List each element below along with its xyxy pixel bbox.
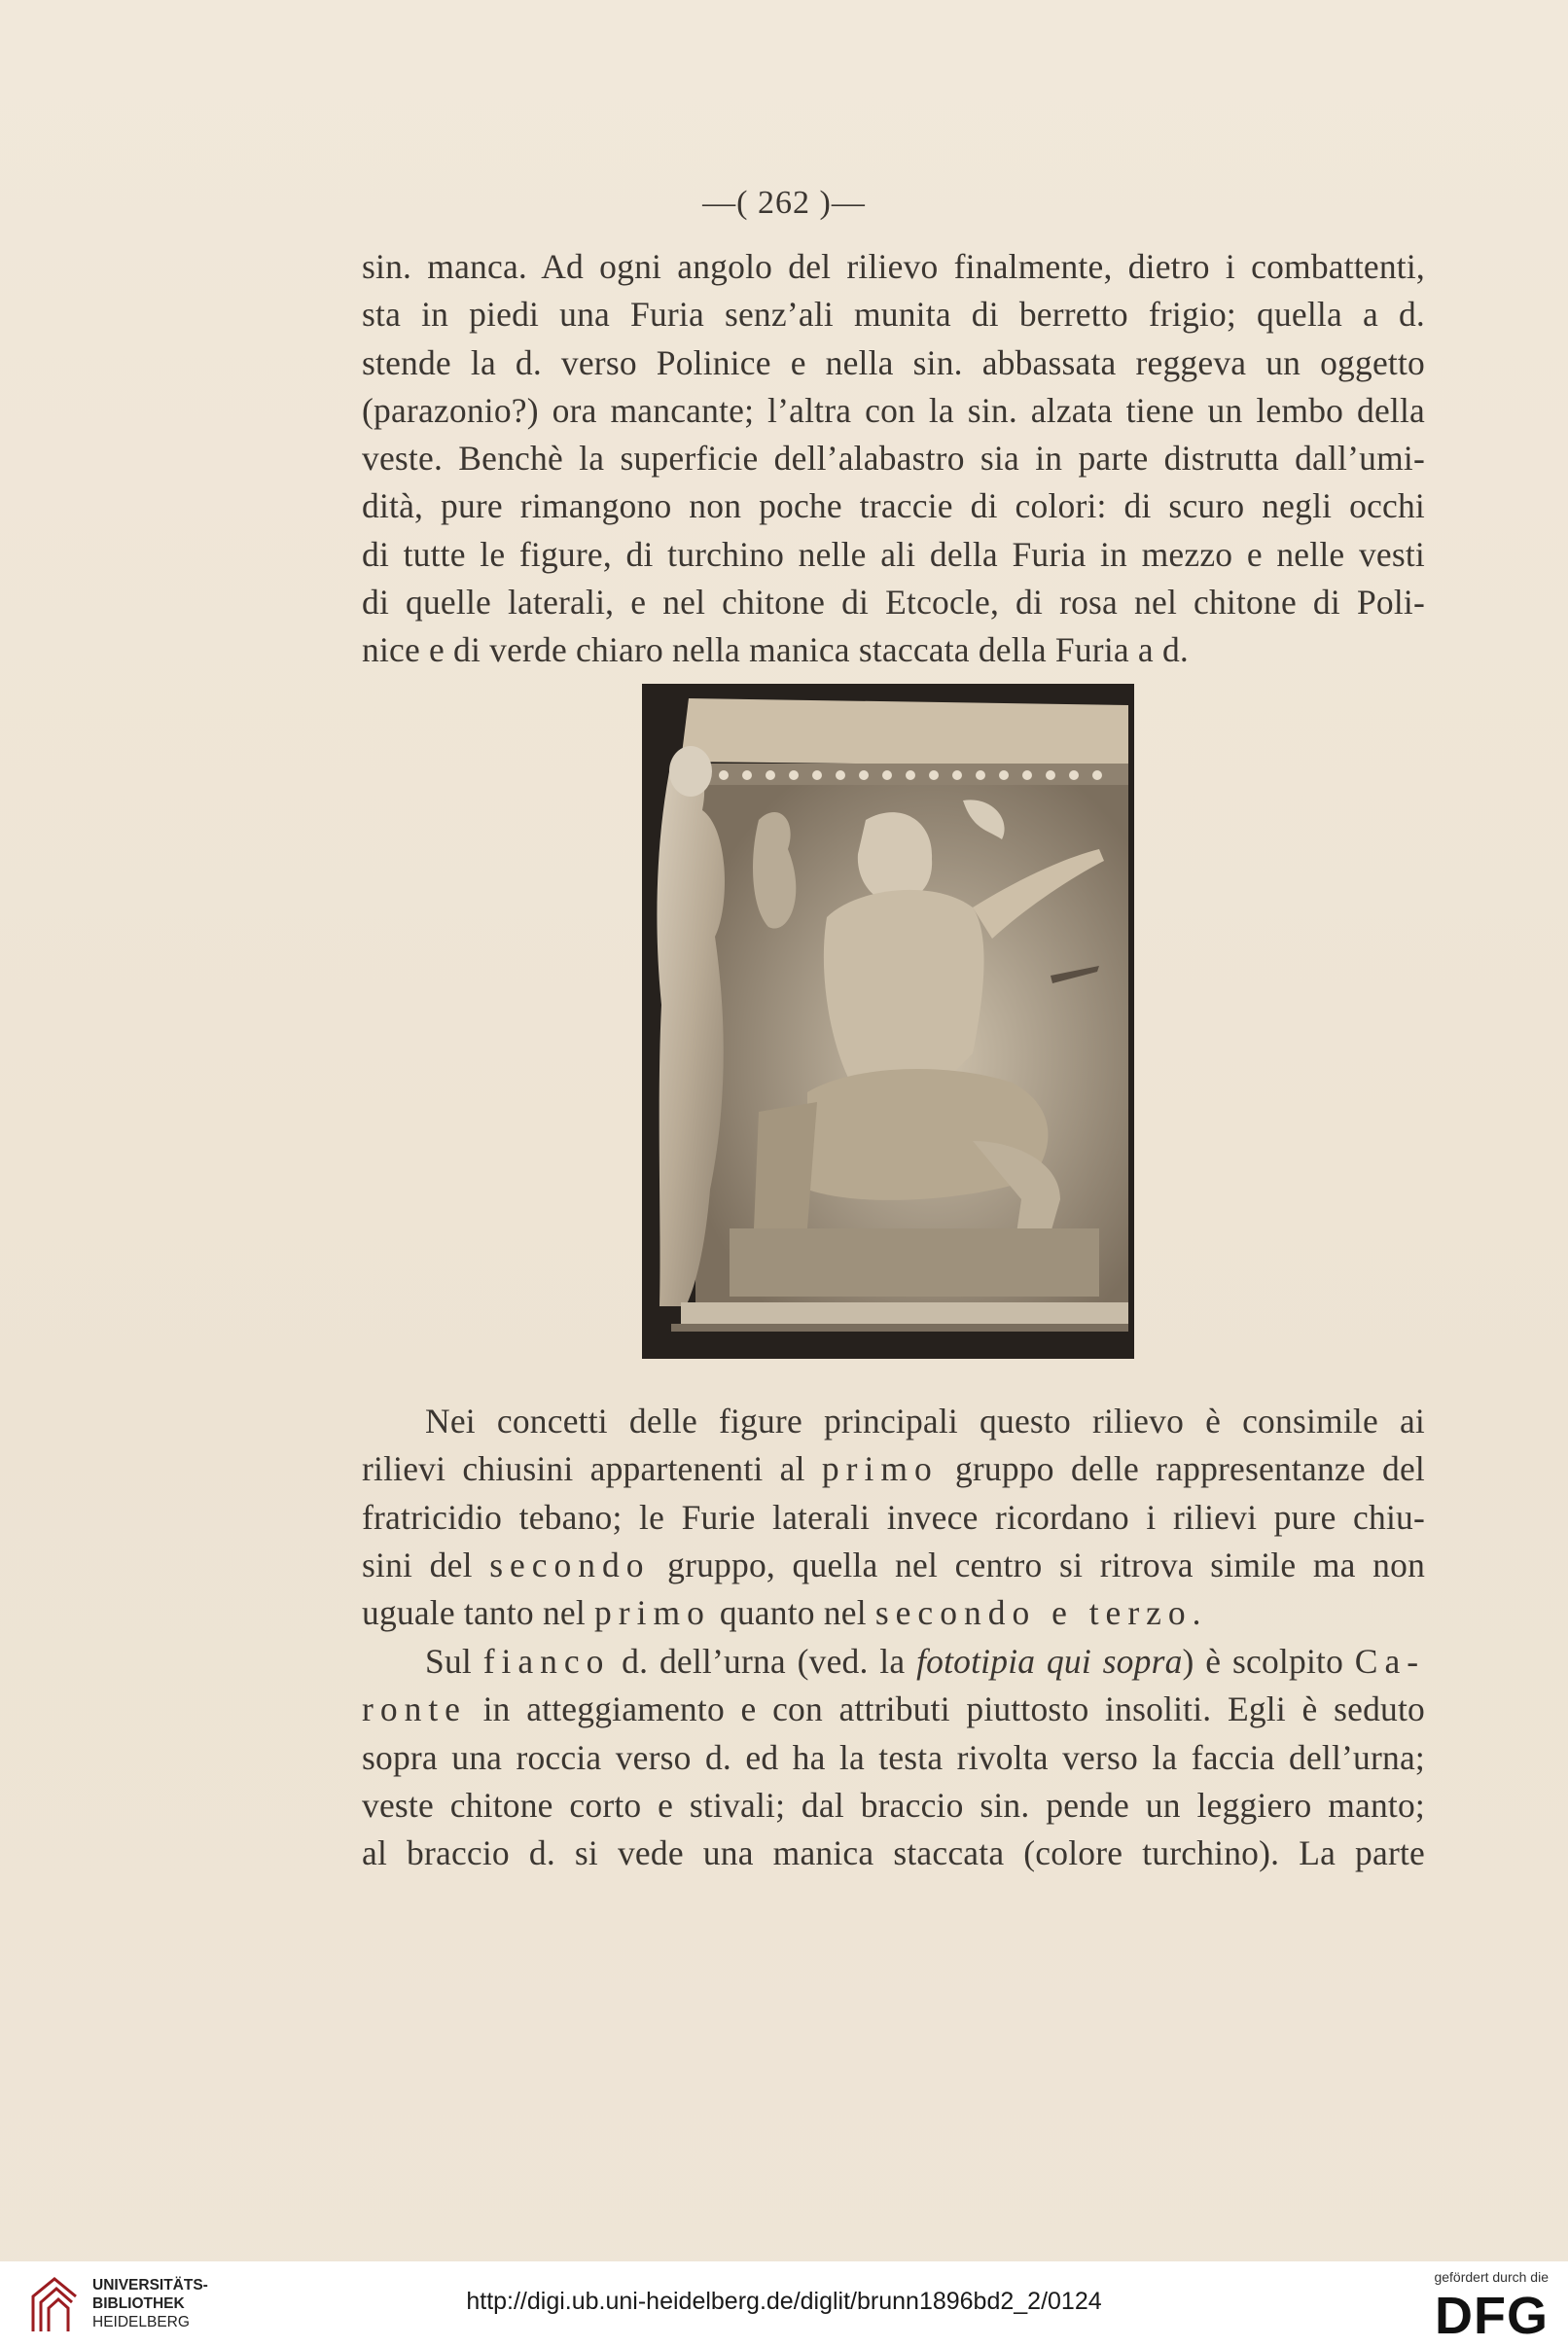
page-number: —( 262 )— bbox=[702, 185, 866, 221]
text-fragment: gruppo, quella nel centro si ritrova simile ma non bbox=[667, 1545, 1426, 1584]
spaced-term: secondo e terzo. bbox=[874, 1593, 1208, 1633]
dfg-logo: DFG bbox=[1435, 2287, 1549, 2345]
text-fragment: gruppo delle rappresentanze del bbox=[954, 1449, 1425, 1489]
text-line bbox=[362, 1445, 1425, 1493]
relief-photograph bbox=[642, 684, 1134, 1359]
digitization-footer bbox=[0, 2261, 1568, 2347]
text-line: Nei concetti delle figure principali questo rilievo è consimile ai bbox=[425, 1402, 1425, 1440]
text-fragment: sini del bbox=[362, 1545, 473, 1584]
text-line: di quelle laterali, e nel chitone di Etcocle, di rosa nel chitone di Poli- bbox=[362, 583, 1425, 622]
text-line: (parazonio?) ora mancante; l’altra con la sin. alzata tiene un lembo della bbox=[362, 390, 1425, 430]
paragraph-1 bbox=[362, 243, 1425, 675]
spaced-term: primo bbox=[821, 1449, 939, 1489]
text-line bbox=[362, 1638, 1425, 1686]
text-line: veste. Benchè la superficie dell’alabastro sia in parte distrutta dall’umi- bbox=[362, 439, 1425, 479]
text-line: sta in piedi una Furia senz’ali munita di berretto frigio; quella a d. bbox=[362, 295, 1425, 335]
text-line: nice e di verde chiaro nella manica staccata della Furia a d. bbox=[362, 630, 1189, 670]
text-line: di tutte le figure, di turchino nelle ali della Furia in mezzo e nelle vesti bbox=[362, 534, 1425, 574]
text-fragment: d. dell’urna (ved. la bbox=[622, 1642, 906, 1681]
text-fragment: in atteggiamento e con attributi piuttosto insoliti. Egli è seduto bbox=[482, 1689, 1426, 1729]
spaced-term: Ca- bbox=[1354, 1642, 1426, 1681]
text-line: fratricidio tebano; le Furie laterali invece ricordano i rilievi pure chiu- bbox=[362, 1497, 1425, 1537]
library-name-line: HEIDELBERG bbox=[92, 2314, 190, 2330]
sponsor-text: gefördert durch die bbox=[1434, 2269, 1549, 2285]
spaced-term: secondo bbox=[489, 1545, 651, 1584]
library-name-line: UNIVERSITÄTS- bbox=[92, 2277, 208, 2294]
relief-illustration bbox=[642, 684, 1134, 1359]
text-fragment: quanto nel bbox=[719, 1593, 867, 1633]
spaced-term: fianco bbox=[482, 1642, 611, 1681]
text-line: stende la d. verso Polinice e nella sin. abbassata reggeva un oggetto bbox=[362, 342, 1425, 382]
text-fragment: ) è scolpito bbox=[1182, 1642, 1344, 1681]
text-line bbox=[362, 1686, 1425, 1733]
paragraph-3 bbox=[362, 1638, 1425, 1877]
text-line bbox=[362, 1542, 1425, 1589]
text-line: sin. manca. Ad ogni angolo del rilievo finalmente, dietro i combattenti, bbox=[362, 247, 1425, 286]
italic-reference: fototipia qui sopra bbox=[916, 1642, 1183, 1681]
text-fragment: Sul bbox=[425, 1642, 472, 1681]
text-fragment: uguale tanto nel bbox=[362, 1593, 586, 1633]
text-line: veste chitone corto e stivali; dal braccio sin. pende un leggiero manto; bbox=[362, 1785, 1425, 1825]
text-line: al braccio d. si vede una manica staccata (colore turchino). La parte bbox=[362, 1833, 1425, 1873]
text-fragment: rilievi chiusini appartenenti al bbox=[362, 1449, 805, 1489]
text-line: dità, pure rimangono non poche traccie di colori: di scuro negli occhi bbox=[362, 486, 1425, 526]
text-line: sopra una roccia verso d. ed ha la testa rivolta verso la faccia dell’urna; bbox=[362, 1737, 1425, 1777]
spaced-term: ronte bbox=[362, 1689, 467, 1729]
spaced-term: primo bbox=[594, 1593, 711, 1633]
paragraph-2 bbox=[362, 1398, 1425, 1637]
text-line bbox=[362, 1589, 1425, 1637]
source-url-link[interactable]: http://digi.ub.uni-heidelberg.de/diglit/brunn1896bd2_2/0124 bbox=[466, 2288, 1102, 2315]
library-name-line: BIBLIOTHEK bbox=[92, 2295, 185, 2312]
sponsor-block bbox=[1393, 2269, 1549, 2343]
